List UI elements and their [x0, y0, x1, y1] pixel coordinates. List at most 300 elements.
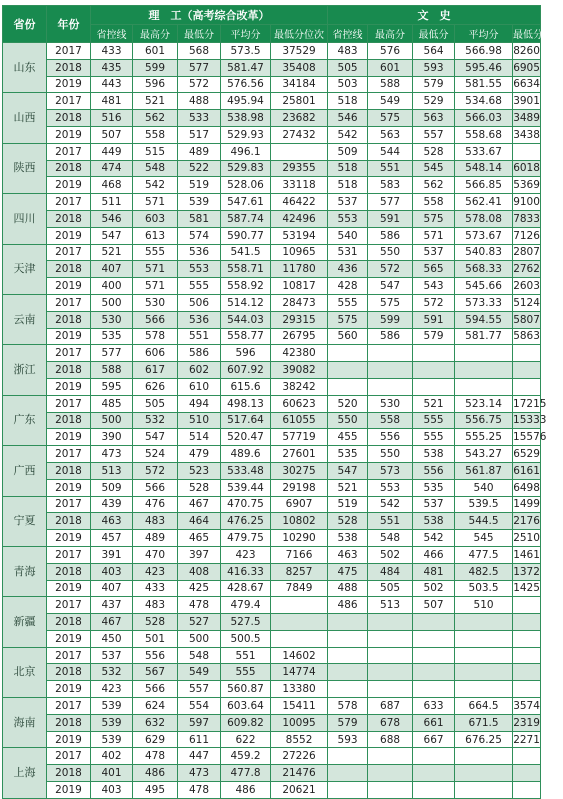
- art-avg-cell: 556.75: [455, 412, 513, 429]
- sci-control-line-cell: 474: [91, 160, 133, 177]
- art-control-line-cell: 535: [328, 446, 368, 463]
- sci-control-line-cell: 473: [91, 446, 133, 463]
- sci-min-rank-cell: 33118: [271, 177, 328, 194]
- table-row: [3, 597, 541, 614]
- province-cell: 陕西: [3, 143, 47, 193]
- sci-min-rank-cell: 38242: [271, 378, 328, 395]
- sci-max-cell: 632: [133, 714, 178, 731]
- art-max-cell: 530: [368, 395, 413, 412]
- sci-min-cell: 478: [178, 597, 221, 614]
- art-control-line-cell: 483: [328, 43, 368, 60]
- art-avg-cell: [455, 681, 513, 698]
- art-max-cell: 591: [368, 210, 413, 227]
- art-min-cell: [413, 378, 455, 395]
- sci-min-rank-cell: 23682: [271, 110, 328, 127]
- art-control-line-cell: 528: [328, 513, 368, 530]
- header-year: 年份: [47, 6, 91, 43]
- sci-avg-cell: 573.5: [221, 43, 271, 60]
- art-control-line-cell: 503: [328, 76, 368, 93]
- table-row: [3, 513, 541, 530]
- sci-min-cell: 447: [178, 748, 221, 765]
- art-min-rank-cell: [513, 664, 541, 681]
- table-row: [3, 126, 541, 143]
- art-min-cell: 545: [413, 160, 455, 177]
- sci-control-line-cell: 485: [91, 395, 133, 412]
- sci-min-rank-cell: 34184: [271, 76, 328, 93]
- art-min-cell: 481: [413, 563, 455, 580]
- art-min-cell: 529: [413, 93, 455, 110]
- year-cell: 2018: [47, 261, 91, 278]
- sci-avg-cell: 590.77: [221, 227, 271, 244]
- sci-min-rank-cell: 8552: [271, 731, 328, 748]
- year-cell: 2017: [47, 446, 91, 463]
- sci-control-line-cell: 403: [91, 563, 133, 580]
- sci-avg-cell: 560.87: [221, 681, 271, 698]
- sci-control-line-cell: 537: [91, 647, 133, 664]
- sci-control-line-cell: 500: [91, 294, 133, 311]
- art-avg-cell: 539.5: [455, 496, 513, 513]
- art-control-line-cell: [328, 614, 368, 631]
- art-min-cell: 537: [413, 244, 455, 261]
- table-body: [3, 43, 547, 799]
- sci-min-cell: 597: [178, 714, 221, 731]
- sci-control-line-cell: 407: [91, 580, 133, 597]
- province-cell: 广西: [3, 446, 47, 496]
- sci-avg-cell: 416.33: [221, 563, 271, 580]
- art-min-rank-cell: 6905: [513, 59, 541, 76]
- table-row: [3, 244, 541, 261]
- art-min-cell: 555: [413, 429, 455, 446]
- art-max-cell: [368, 345, 413, 362]
- table-row: [3, 546, 541, 563]
- sci-min-rank-cell: [271, 614, 328, 631]
- sci-control-line-cell: 521: [91, 244, 133, 261]
- sci-min-rank-cell: 27226: [271, 748, 328, 765]
- year-cell: 2018: [47, 714, 91, 731]
- art-control-line-cell: 519: [328, 496, 368, 513]
- sci-control-line-cell: 433: [91, 43, 133, 60]
- art-max-cell: 513: [368, 597, 413, 614]
- art-control-line-cell: 428: [328, 278, 368, 295]
- year-cell: 2017: [47, 395, 91, 412]
- art-min-rank-cell: 6529: [513, 446, 541, 463]
- sci-max-cell: 562: [133, 110, 178, 127]
- sci-min-cell: 514: [178, 429, 221, 446]
- sci-min-rank-cell: 8257: [271, 563, 328, 580]
- table-row: [3, 76, 541, 93]
- art-min-cell: [413, 630, 455, 647]
- table-row: [3, 731, 541, 748]
- header-sci-avg: 平均分: [221, 25, 271, 43]
- art-min-rank-cell: [513, 362, 541, 379]
- sci-avg-cell: 596: [221, 345, 271, 362]
- art-min-rank-cell: [513, 748, 541, 765]
- sci-control-line-cell: 407: [91, 261, 133, 278]
- art-min-cell: 579: [413, 328, 455, 345]
- art-min-rank-cell: 5369: [513, 177, 541, 194]
- art-avg-cell: [455, 664, 513, 681]
- sci-min-rank-cell: 46422: [271, 194, 328, 211]
- sci-min-cell: 554: [178, 698, 221, 715]
- sci-min-cell: 473: [178, 765, 221, 782]
- year-cell: 2018: [47, 210, 91, 227]
- sci-min-rank-cell: 30275: [271, 462, 328, 479]
- sci-max-cell: 501: [133, 630, 178, 647]
- sci-min-rank-cell: 10817: [271, 278, 328, 295]
- art-control-line-cell: 520: [328, 395, 368, 412]
- art-control-line-cell: 488: [328, 580, 368, 597]
- sci-control-line-cell: 402: [91, 748, 133, 765]
- sci-min-cell: 602: [178, 362, 221, 379]
- art-min-cell: 558: [413, 194, 455, 211]
- year-cell: 2017: [47, 194, 91, 211]
- sci-min-cell: 574: [178, 227, 221, 244]
- table-row: [3, 294, 541, 311]
- art-min-rank-cell: 5124: [513, 294, 541, 311]
- sci-max-cell: 555: [133, 244, 178, 261]
- art-max-cell: 551: [368, 513, 413, 530]
- table-row: [3, 563, 541, 580]
- art-min-rank-cell: 2319: [513, 714, 541, 731]
- header-art-control-line: 省控线: [328, 25, 368, 43]
- sci-min-cell: 494: [178, 395, 221, 412]
- header-sci-control-line: 省控线: [91, 25, 133, 43]
- art-max-cell: 575: [368, 294, 413, 311]
- art-control-line-cell: [328, 748, 368, 765]
- sci-min-rank-cell: 29198: [271, 479, 328, 496]
- year-cell: 2017: [47, 597, 91, 614]
- sci-min-cell: 479: [178, 446, 221, 463]
- art-avg-cell: [455, 614, 513, 631]
- art-control-line-cell: [328, 681, 368, 698]
- art-max-cell: [368, 782, 413, 799]
- art-min-cell: 633: [413, 698, 455, 715]
- art-control-line-cell: 538: [328, 530, 368, 547]
- sci-min-rank-cell: 21476: [271, 765, 328, 782]
- sci-control-line-cell: 547: [91, 227, 133, 244]
- art-control-line-cell: [328, 630, 368, 647]
- art-max-cell: 576: [368, 43, 413, 60]
- sci-min-rank-cell: 60623: [271, 395, 328, 412]
- sci-min-rank-cell: 7166: [271, 546, 328, 563]
- art-min-rank-cell: [513, 681, 541, 698]
- sci-avg-cell: 470.75: [221, 496, 271, 513]
- art-max-cell: 550: [368, 446, 413, 463]
- sci-control-line-cell: 391: [91, 546, 133, 563]
- province-cell: 广东: [3, 395, 47, 445]
- sci-avg-cell: 486: [221, 782, 271, 799]
- province-cell: 云南: [3, 294, 47, 344]
- art-min-rank-cell: 15576: [513, 429, 541, 446]
- year-cell: 2017: [47, 43, 91, 60]
- sci-max-cell: 548: [133, 160, 178, 177]
- art-control-line-cell: [328, 782, 368, 799]
- province-cell: 山东: [3, 43, 47, 93]
- sci-max-cell: 566: [133, 311, 178, 328]
- table-row: [3, 748, 541, 765]
- art-min-cell: 563: [413, 110, 455, 127]
- sci-max-cell: 524: [133, 446, 178, 463]
- art-min-cell: [413, 765, 455, 782]
- art-avg-cell: 555.25: [455, 429, 513, 446]
- art-avg-cell: 566.85: [455, 177, 513, 194]
- year-cell: 2017: [47, 647, 91, 664]
- art-control-line-cell: 475: [328, 563, 368, 580]
- art-min-rank-cell: 8260: [513, 43, 541, 60]
- sci-min-rank-cell: 57719: [271, 429, 328, 446]
- art-max-cell: 547: [368, 278, 413, 295]
- art-max-cell: [368, 614, 413, 631]
- art-avg-cell: 545.66: [455, 278, 513, 295]
- sci-avg-cell: 615.6: [221, 378, 271, 395]
- art-avg-cell: 540.83: [455, 244, 513, 261]
- table-row: [3, 395, 541, 412]
- sci-min-cell: 488: [178, 93, 221, 110]
- art-min-cell: 466: [413, 546, 455, 563]
- admission-score-table: [2, 5, 563, 799]
- art-avg-cell: [455, 748, 513, 765]
- year-cell: 2018: [47, 765, 91, 782]
- sci-control-line-cell: 468: [91, 177, 133, 194]
- sci-min-cell: 557: [178, 681, 221, 698]
- sci-min-cell: 467: [178, 496, 221, 513]
- art-min-cell: 593: [413, 59, 455, 76]
- sci-max-cell: 571: [133, 194, 178, 211]
- year-cell: 2017: [47, 546, 91, 563]
- table-row: [3, 496, 541, 513]
- art-min-cell: [413, 647, 455, 664]
- sci-avg-cell: 514.12: [221, 294, 271, 311]
- header-science-group: 理 工（高考综合改革）: [91, 6, 328, 25]
- art-min-rank-cell: 15333: [513, 412, 541, 429]
- sci-min-cell: 553: [178, 261, 221, 278]
- sci-min-cell: 489: [178, 143, 221, 160]
- art-max-cell: [368, 681, 413, 698]
- art-avg-cell: 477.5: [455, 546, 513, 563]
- art-min-cell: 555: [413, 412, 455, 429]
- sci-control-line-cell: 435: [91, 59, 133, 76]
- sci-avg-cell: 479.75: [221, 530, 271, 547]
- art-control-line-cell: [328, 647, 368, 664]
- sci-control-line-cell: 500: [91, 412, 133, 429]
- year-cell: 2019: [47, 681, 91, 698]
- sci-max-cell: 556: [133, 647, 178, 664]
- art-max-cell: 542: [368, 496, 413, 513]
- header-art-max: 最高分: [368, 25, 413, 43]
- table-row: [3, 261, 541, 278]
- table-row: [3, 278, 541, 295]
- sci-min-cell: 533: [178, 110, 221, 127]
- table-row: [3, 647, 541, 664]
- art-control-line-cell: 546: [328, 110, 368, 127]
- art-max-cell: 556: [368, 429, 413, 446]
- sci-min-cell: 506: [178, 294, 221, 311]
- art-max-cell: 551: [368, 160, 413, 177]
- sci-min-rank-cell: 42380: [271, 345, 328, 362]
- year-cell: 2019: [47, 227, 91, 244]
- header-province: 省份: [3, 6, 47, 43]
- sci-control-line-cell: 539: [91, 714, 133, 731]
- sci-max-cell: 566: [133, 681, 178, 698]
- sci-min-cell: 572: [178, 76, 221, 93]
- art-avg-cell: 566.98: [455, 43, 513, 60]
- art-avg-cell: 543.27: [455, 446, 513, 463]
- sci-min-cell: 478: [178, 782, 221, 799]
- sci-avg-cell: 587.74: [221, 210, 271, 227]
- sci-max-cell: 601: [133, 43, 178, 60]
- sci-avg-cell: 500.5: [221, 630, 271, 647]
- table-row: [3, 479, 541, 496]
- art-max-cell: 550: [368, 244, 413, 261]
- sci-min-cell: 425: [178, 580, 221, 597]
- header-arts-group: 文 史: [328, 6, 541, 25]
- year-cell: 2018: [47, 513, 91, 530]
- art-min-cell: [413, 614, 455, 631]
- header-art-min: 最低分: [413, 25, 455, 43]
- year-cell: 2017: [47, 748, 91, 765]
- sci-max-cell: 617: [133, 362, 178, 379]
- art-avg-cell: 534.68: [455, 93, 513, 110]
- sci-min-cell: 611: [178, 731, 221, 748]
- art-max-cell: 573: [368, 462, 413, 479]
- art-min-rank-cell: 3438: [513, 126, 541, 143]
- sci-min-cell: 519: [178, 177, 221, 194]
- sci-avg-cell: 489.6: [221, 446, 271, 463]
- sci-max-cell: 483: [133, 513, 178, 530]
- table-row: [3, 782, 541, 799]
- art-avg-cell: 595.46: [455, 59, 513, 76]
- art-max-cell: 588: [368, 76, 413, 93]
- sci-min-rank-cell: 10802: [271, 513, 328, 530]
- art-min-cell: 543: [413, 278, 455, 295]
- sci-max-cell: 613: [133, 227, 178, 244]
- sci-avg-cell: 622: [221, 731, 271, 748]
- sci-max-cell: 578: [133, 328, 178, 345]
- art-max-cell: 548: [368, 530, 413, 547]
- sci-min-cell: 523: [178, 462, 221, 479]
- sci-min-rank-cell: 28473: [271, 294, 328, 311]
- province-cell: 海南: [3, 698, 47, 748]
- art-control-line-cell: [328, 345, 368, 362]
- art-min-rank-cell: [513, 647, 541, 664]
- art-control-line-cell: 531: [328, 244, 368, 261]
- sci-control-line-cell: 443: [91, 76, 133, 93]
- art-min-cell: [413, 782, 455, 799]
- sci-control-line-cell: 530: [91, 311, 133, 328]
- sci-min-rank-cell: 13380: [271, 681, 328, 698]
- sci-max-cell: 476: [133, 496, 178, 513]
- art-min-rank-cell: 7833: [513, 210, 541, 227]
- art-min-cell: [413, 748, 455, 765]
- sci-avg-cell: 423: [221, 546, 271, 563]
- table-row: [3, 664, 541, 681]
- sci-min-rank-cell: 35408: [271, 59, 328, 76]
- sci-control-line-cell: 423: [91, 681, 133, 698]
- sci-min-rank-cell: 37529: [271, 43, 328, 60]
- table-row: [3, 446, 541, 463]
- year-cell: 2019: [47, 479, 91, 496]
- art-min-rank-cell: 3901: [513, 93, 541, 110]
- sci-avg-cell: 477.8: [221, 765, 271, 782]
- art-max-cell: [368, 748, 413, 765]
- sci-min-rank-cell: 29315: [271, 311, 328, 328]
- art-avg-cell: 562.41: [455, 194, 513, 211]
- sci-avg-cell: 607.92: [221, 362, 271, 379]
- art-avg-cell: 573.33: [455, 294, 513, 311]
- art-min-rank-cell: 1461: [513, 546, 541, 563]
- sci-avg-cell: 558.71: [221, 261, 271, 278]
- art-max-cell: 553: [368, 479, 413, 496]
- art-max-cell: [368, 362, 413, 379]
- sci-max-cell: 626: [133, 378, 178, 395]
- sci-max-cell: 572: [133, 462, 178, 479]
- sci-max-cell: 532: [133, 412, 178, 429]
- art-min-cell: [413, 664, 455, 681]
- sci-max-cell: 599: [133, 59, 178, 76]
- art-control-line-cell: 518: [328, 93, 368, 110]
- header-art-avg: 平均分: [455, 25, 513, 43]
- sci-control-line-cell: 401: [91, 765, 133, 782]
- art-min-cell: 537: [413, 496, 455, 513]
- sci-max-cell: 505: [133, 395, 178, 412]
- art-avg-cell: 568.33: [455, 261, 513, 278]
- art-max-cell: [368, 765, 413, 782]
- table-row: [3, 311, 541, 328]
- sci-max-cell: 547: [133, 429, 178, 446]
- year-cell: 2018: [47, 59, 91, 76]
- table-row: [3, 530, 541, 547]
- year-cell: 2019: [47, 177, 91, 194]
- art-control-line-cell: [328, 378, 368, 395]
- sci-max-cell: 483: [133, 597, 178, 614]
- sci-avg-cell: 539.44: [221, 479, 271, 496]
- art-min-cell: [413, 681, 455, 698]
- art-max-cell: 586: [368, 328, 413, 345]
- year-cell: 2017: [47, 294, 91, 311]
- sci-max-cell: 558: [133, 126, 178, 143]
- art-min-rank-cell: 3574: [513, 698, 541, 715]
- art-avg-cell: [455, 647, 513, 664]
- year-cell: 2017: [47, 143, 91, 160]
- sci-min-rank-cell: 27432: [271, 126, 328, 143]
- art-max-cell: [368, 630, 413, 647]
- sci-min-cell: 536: [178, 244, 221, 261]
- sci-min-cell: 549: [178, 664, 221, 681]
- sci-max-cell: 470: [133, 546, 178, 563]
- art-min-rank-cell: [513, 765, 541, 782]
- year-cell: 2019: [47, 429, 91, 446]
- sci-min-rank-cell: [271, 630, 328, 647]
- sci-control-line-cell: 457: [91, 530, 133, 547]
- sci-max-cell: 603: [133, 210, 178, 227]
- art-avg-cell: 548.14: [455, 160, 513, 177]
- sci-control-line-cell: 511: [91, 194, 133, 211]
- art-min-rank-cell: 6018: [513, 160, 541, 177]
- art-min-cell: 571: [413, 227, 455, 244]
- year-cell: 2017: [47, 244, 91, 261]
- sci-max-cell: 530: [133, 294, 178, 311]
- art-min-cell: 538: [413, 513, 455, 530]
- art-control-line-cell: 555: [328, 294, 368, 311]
- sci-min-cell: 586: [178, 345, 221, 362]
- table-row: [3, 194, 541, 211]
- sci-min-rank-cell: 10965: [271, 244, 328, 261]
- art-avg-cell: 482.5: [455, 563, 513, 580]
- year-cell: 2018: [47, 614, 91, 631]
- art-min-rank-cell: 6161: [513, 462, 541, 479]
- sci-avg-cell: 459.2: [221, 748, 271, 765]
- year-cell: 2019: [47, 378, 91, 395]
